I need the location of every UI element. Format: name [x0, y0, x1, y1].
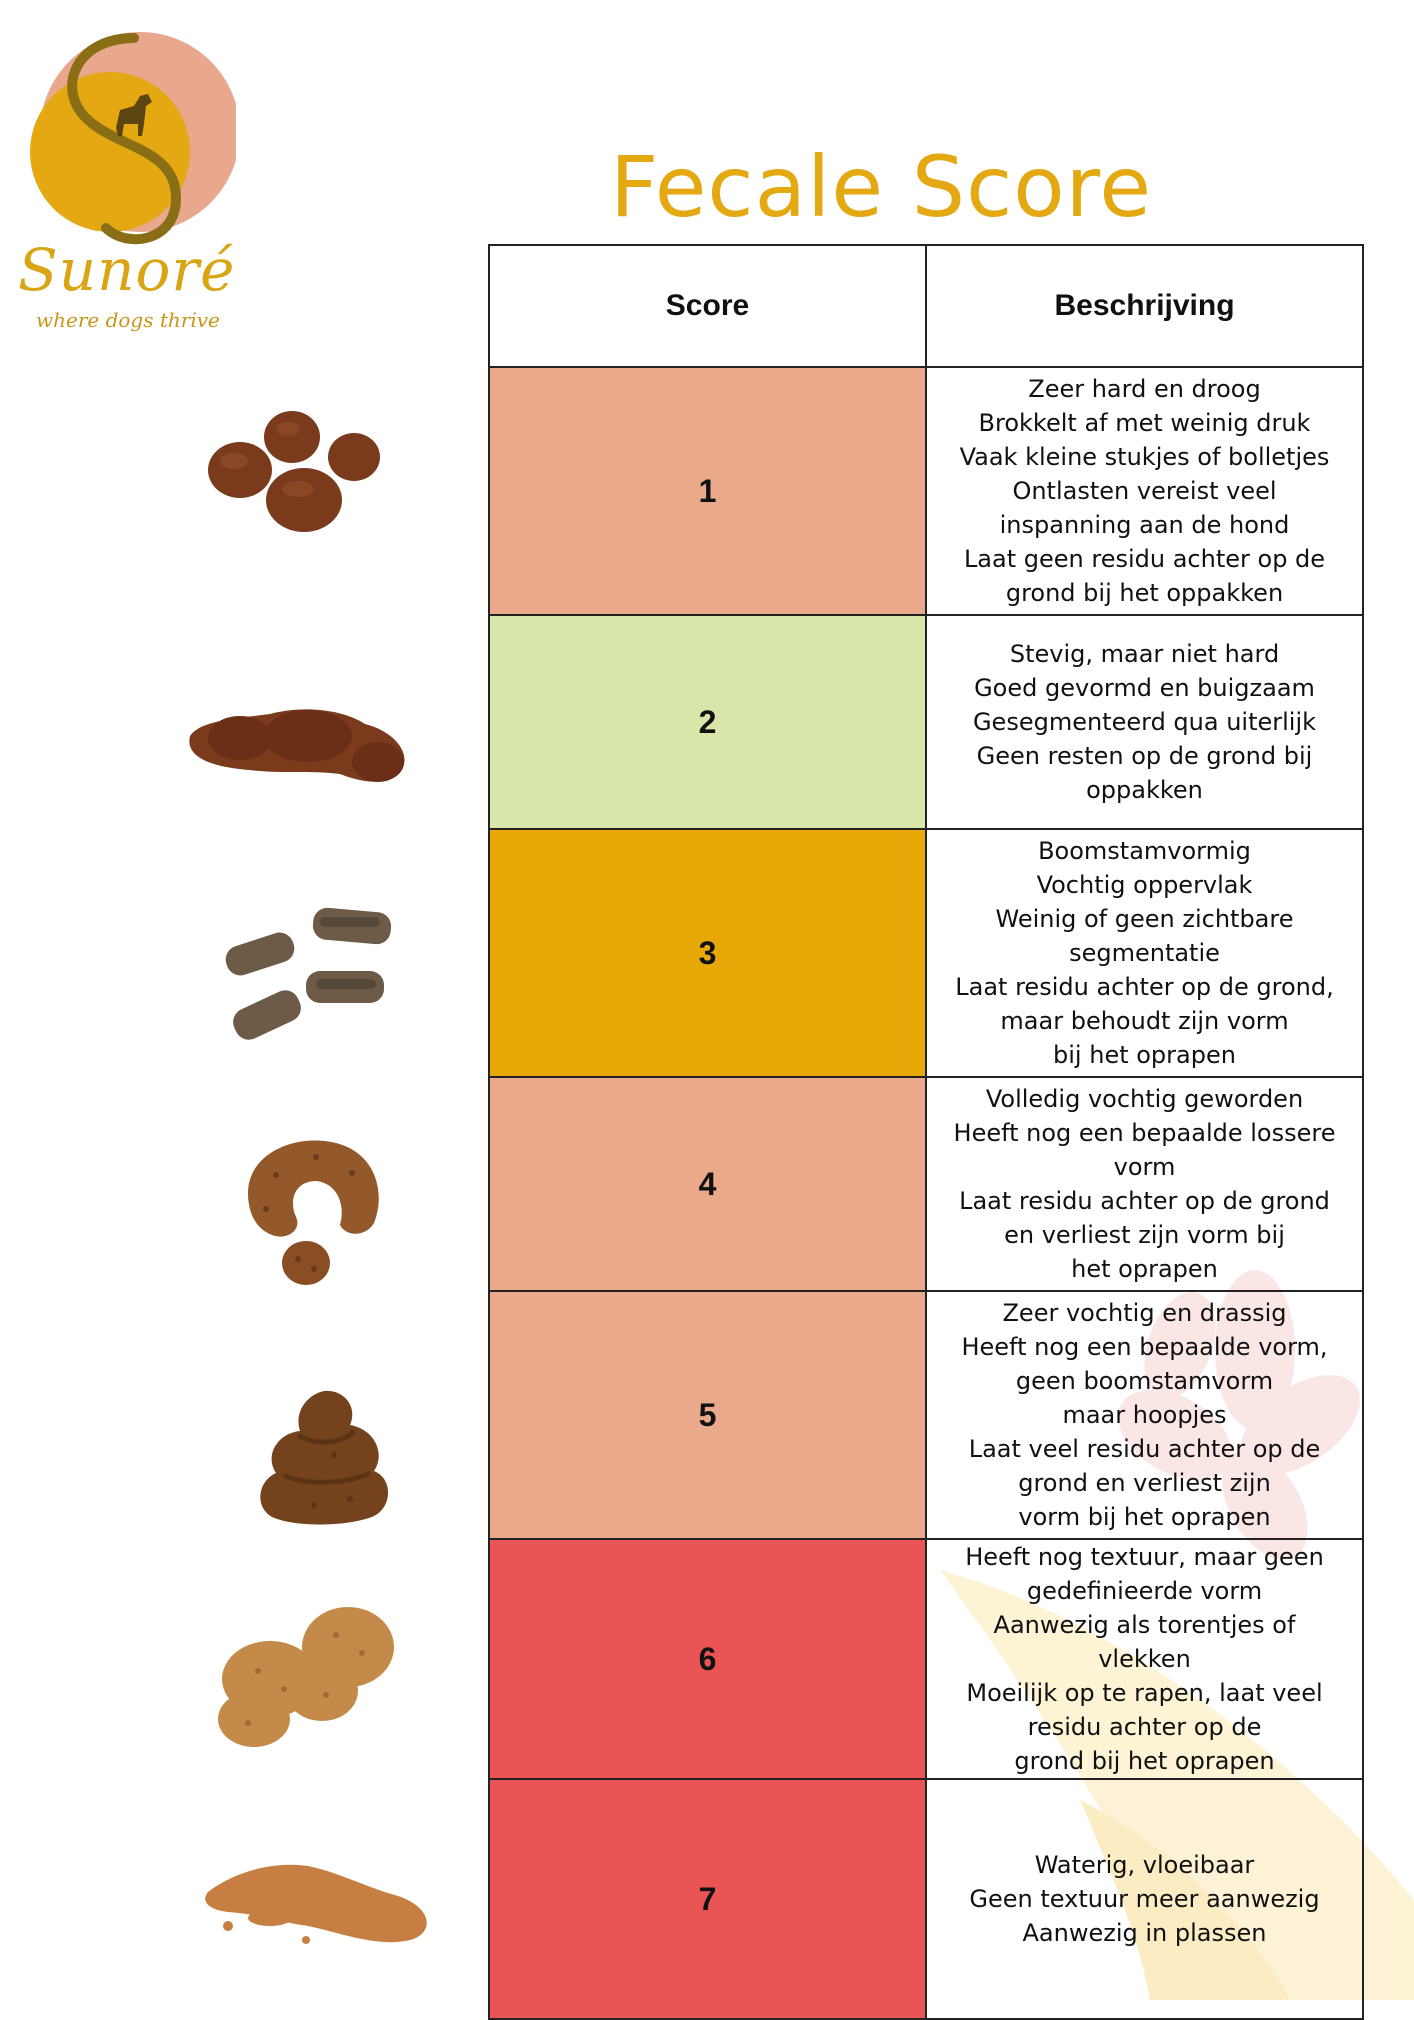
- description-cell: [926, 829, 1363, 1077]
- table-header-row: [489, 245, 1363, 367]
- description-line: Moeilijk op te rapen, laat veel residu achter op de: [966, 1679, 1323, 1741]
- description-line: grond bij het oprapen: [1014, 1747, 1275, 1775]
- fecal-score-table: [488, 244, 1364, 2020]
- table-body: [489, 367, 1363, 2019]
- description-line: Heeft nog een bepaalde vorm, geen boomstamvorm: [961, 1333, 1328, 1395]
- table-row: [489, 1539, 1363, 1779]
- description-line: Vochtig oppervlak: [1036, 871, 1253, 899]
- score-cell: 6: [489, 1539, 926, 1779]
- description-cell: [926, 1077, 1363, 1291]
- table-row: [489, 367, 1363, 615]
- description-line: Weinig of geen zichtbare segmentatie: [995, 905, 1294, 967]
- description-line: het oprapen: [1071, 1255, 1218, 1283]
- header-score: Score: [489, 245, 926, 367]
- description-line: Boomstamvormig: [1038, 837, 1251, 865]
- description-line: Laat residu achter op de grond en verliest zijn vorm bij: [959, 1187, 1330, 1249]
- description-cell: [926, 1779, 1363, 2019]
- description-line: Geen resten op de grond bij oppakken: [976, 742, 1313, 804]
- description-cell: [926, 1539, 1363, 1779]
- description-line: bij het oprapen: [1053, 1041, 1236, 1069]
- score-cell: 7: [489, 1779, 926, 2019]
- score-cell: 3: [489, 829, 926, 1077]
- score-cell: 5: [489, 1291, 926, 1539]
- description-line: Heeft nog textuur, maar geen gedefinieerde vorm: [965, 1543, 1324, 1605]
- table-row: [489, 1779, 1363, 2019]
- description-line: Goed gevormd en buigzaam: [974, 674, 1315, 702]
- description-line: vorm bij het oprapen: [1018, 1503, 1271, 1531]
- score-cell: 2: [489, 615, 926, 829]
- description-line: Laat residu achter op de grond, maar behoudt zijn vorm: [955, 973, 1334, 1035]
- description-line: Vaak kleine stukjes of bolletjes: [959, 443, 1330, 471]
- description-line: Gesegmenteerd qua uiterlijk: [972, 708, 1317, 736]
- description-line: Aanwezig in plassen: [1022, 1919, 1267, 1947]
- table-row: [489, 1291, 1363, 1539]
- description-cell: [926, 615, 1363, 829]
- poop-score-6-icon: [212, 1605, 402, 1750]
- poop-score-5-icon: [254, 1385, 394, 1530]
- description-line: Ontlasten vereist veel inspanning aan de hond: [999, 477, 1290, 539]
- brand-tagline: where dogs thrive: [36, 308, 220, 332]
- description-line: Geen textuur meer aanwezig: [969, 1885, 1320, 1913]
- description-line: Zeer hard en droog: [1028, 375, 1261, 403]
- description-line: Laat veel residu achter op de grond en verliest zijn: [968, 1435, 1321, 1497]
- description-line: maar hoopjes: [1062, 1401, 1227, 1429]
- table-row: [489, 1077, 1363, 1291]
- brand-name: Sunoré: [18, 236, 236, 304]
- description-line: Volledig vochtig geworden: [985, 1085, 1304, 1113]
- score-cell: 4: [489, 1077, 926, 1291]
- logo-gold-circle-icon: [30, 72, 190, 232]
- description-line: Zeer vochtig en drassig: [1002, 1299, 1287, 1327]
- description-line: Heeft nog een bepaalde lossere vorm: [953, 1119, 1336, 1181]
- poop-score-7-icon: [198, 1852, 438, 1952]
- poop-score-2-icon: [180, 700, 410, 790]
- poop-score-4-icon: [236, 1133, 386, 1293]
- score-cell: 1: [489, 367, 926, 615]
- poop-score-1-icon: [200, 405, 390, 535]
- poop-score-3-icon: [220, 905, 395, 1040]
- description-cell: [926, 367, 1363, 615]
- description-line: Stevig, maar niet hard: [1009, 640, 1280, 668]
- description-line: Brokkelt af met weinig druk: [978, 409, 1311, 437]
- table-row: [489, 615, 1363, 829]
- description-line: Laat geen residu achter op de grond bij het oppakken: [963, 545, 1326, 607]
- description-cell: [926, 1291, 1363, 1539]
- page-title: Fecale Score: [610, 138, 1153, 237]
- description-line: Aanwezig als torentjes of vlekken: [993, 1611, 1296, 1673]
- description-line: Waterig, vloeibaar: [1034, 1851, 1255, 1879]
- header-description: Beschrijving: [926, 245, 1363, 367]
- table-row: [489, 829, 1363, 1077]
